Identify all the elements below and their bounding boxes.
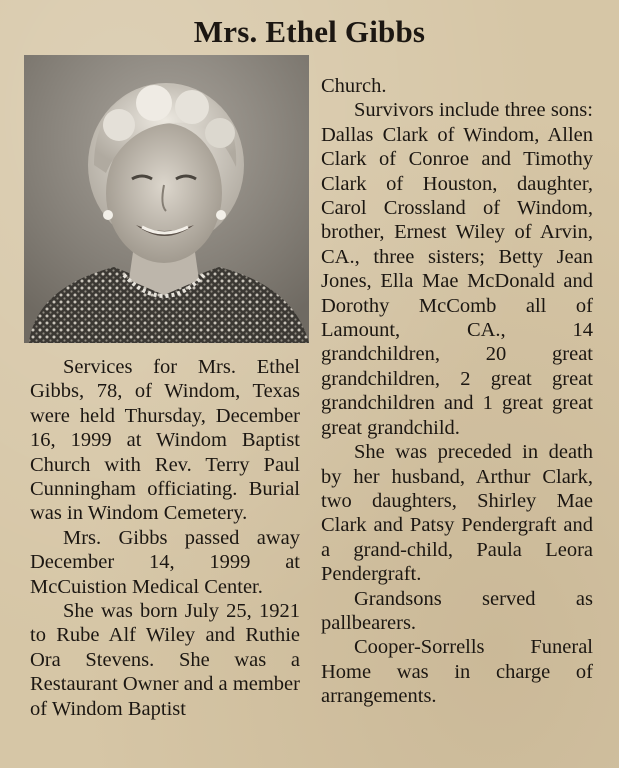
paragraph-continuation: Church. [321, 75, 387, 97]
right-column [321, 74, 593, 709]
paragraph-services: Services for Mrs. Ethel Gibbs, 78, of Windom, Texas were held Thursday, December 16, 1999 at Windom Baptist Church with Rev. Terry Paul Cunningham officiating. Burial was in Windom Cemetery. [30, 356, 300, 525]
paragraph-preceded: She was preceded in death by her husband, Arthur Clark, two daughters, Shirley Mae Clark and Patsy Pendergraft and a grand-child, Paula Leora Pendergraft. [321, 441, 593, 586]
headline: Mrs. Ethel Gibbs [193, 14, 426, 49]
paragraph-pallbearers: Grandsons served as pallbearers. [321, 587, 593, 634]
paragraph-funeral-home: Cooper-Sorrells Funeral Home was in charge of arrangements. [321, 636, 593, 708]
portrait-photo [24, 55, 309, 343]
paragraph-passed-away: Mrs. Gibbs passed away December 14, 1999 at McCuistion Medical Center. [30, 526, 300, 598]
left-column [30, 355, 300, 721]
paragraph-born: She was born July 25, 1921 to Rube Alf Wiley and Ruthie Ora Stevens. She was a Restaurant Owner and a member of Windom Baptist [30, 600, 300, 720]
paragraph-survivors: Survivors include three sons: Dallas Clark of Windom, Allen Clark of Conroe and Timothy Clark of Houston, daughter, Carol Crossland of Windom, brother, Ernest Wiley of Arvin, CA., three sisters; Betty Jean Jones, Ella Mae McDonald and Dorothy McComb all of Lamount, CA., 14 grandchildren, 20 great grandchildren, 2 great great grandchildren and 1 great great great grandchild. [321, 99, 593, 439]
